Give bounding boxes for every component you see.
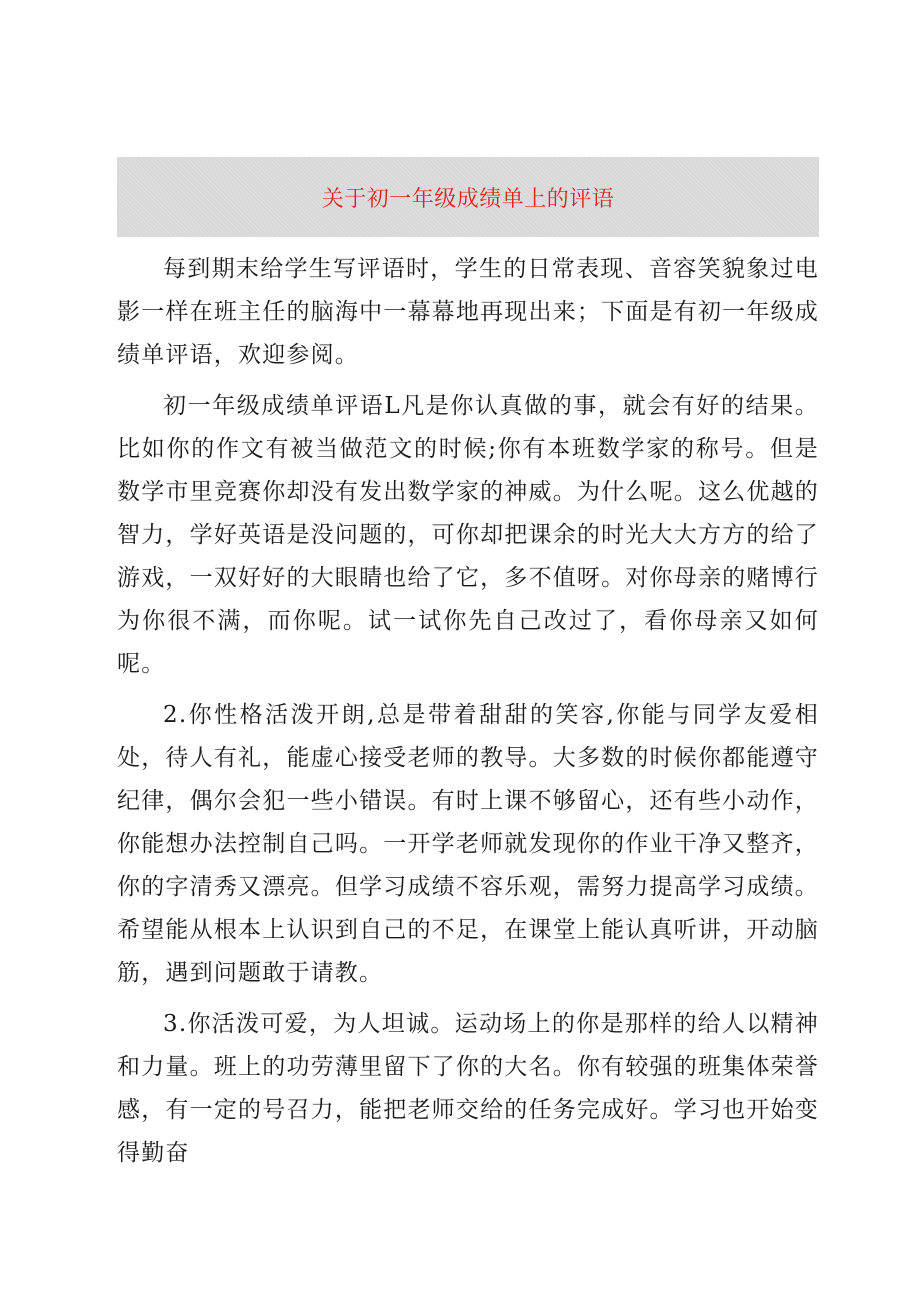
title-banner bbox=[117, 157, 819, 237]
paragraph-comment-1: 初一年级成绩单评语L凡是你认真做的事，就会有好的结果。比如你的作文有被当做范文的时候;你有本班数学家的称号。但是数学市里竞赛你却没有发出数学家的神威。为什么呢。这么优越的智力，学好英语是没问题的，可你却把课余的时光大大方方的给了游戏，一双好好的大眼睛也给了它，多不值呀。对你母亲的赌博行为你很不满，而你呢。试一试你先自己改过了，看你母亲又如何呢。 bbox=[117, 393, 819, 677]
paragraph-comment-2: 2.你性格活泼开朗,总是带着甜甜的笑容,你能与同学友爱相处，待人有礼，能虚心接受老师的教导。大多数的时候你都能遵守纪律，偶尔会犯一些小错误。有时上课不够留心，还有些小动作，你能想办法控制自己吗。一开学老师就发现你的作业干净又整齐，你的字清秀又漂亮。但学习成绩不容乐观，需努力提高学习成绩。希望能从根本上认识到自己的不足，在课堂上能认真听讲，开动脑筋，遇到问题敢于请教。 bbox=[117, 702, 819, 986]
document-body bbox=[117, 248, 819, 1183]
paragraph-comment-3: 3.你活泼可爱，为人坦诚。运动场上的你是那样的给人以精神和力量。班上的功劳薄里留下了你的大名。你有较强的班集体荣誉感，有一定的号召力，能把老师交给的任务完成好。学习也开始变得勤奋 bbox=[117, 1011, 819, 1166]
paragraph-intro: 每到期末给学生写评语时，学生的日常表现、音容笑貌象过电影一样在班主任的脑海中一幕幕地再现出来；下面是有初一年级成绩单评语，欢迎参阅。 bbox=[117, 256, 819, 368]
document-title: 关于初一年级成绩单上的评语 bbox=[321, 186, 615, 212]
